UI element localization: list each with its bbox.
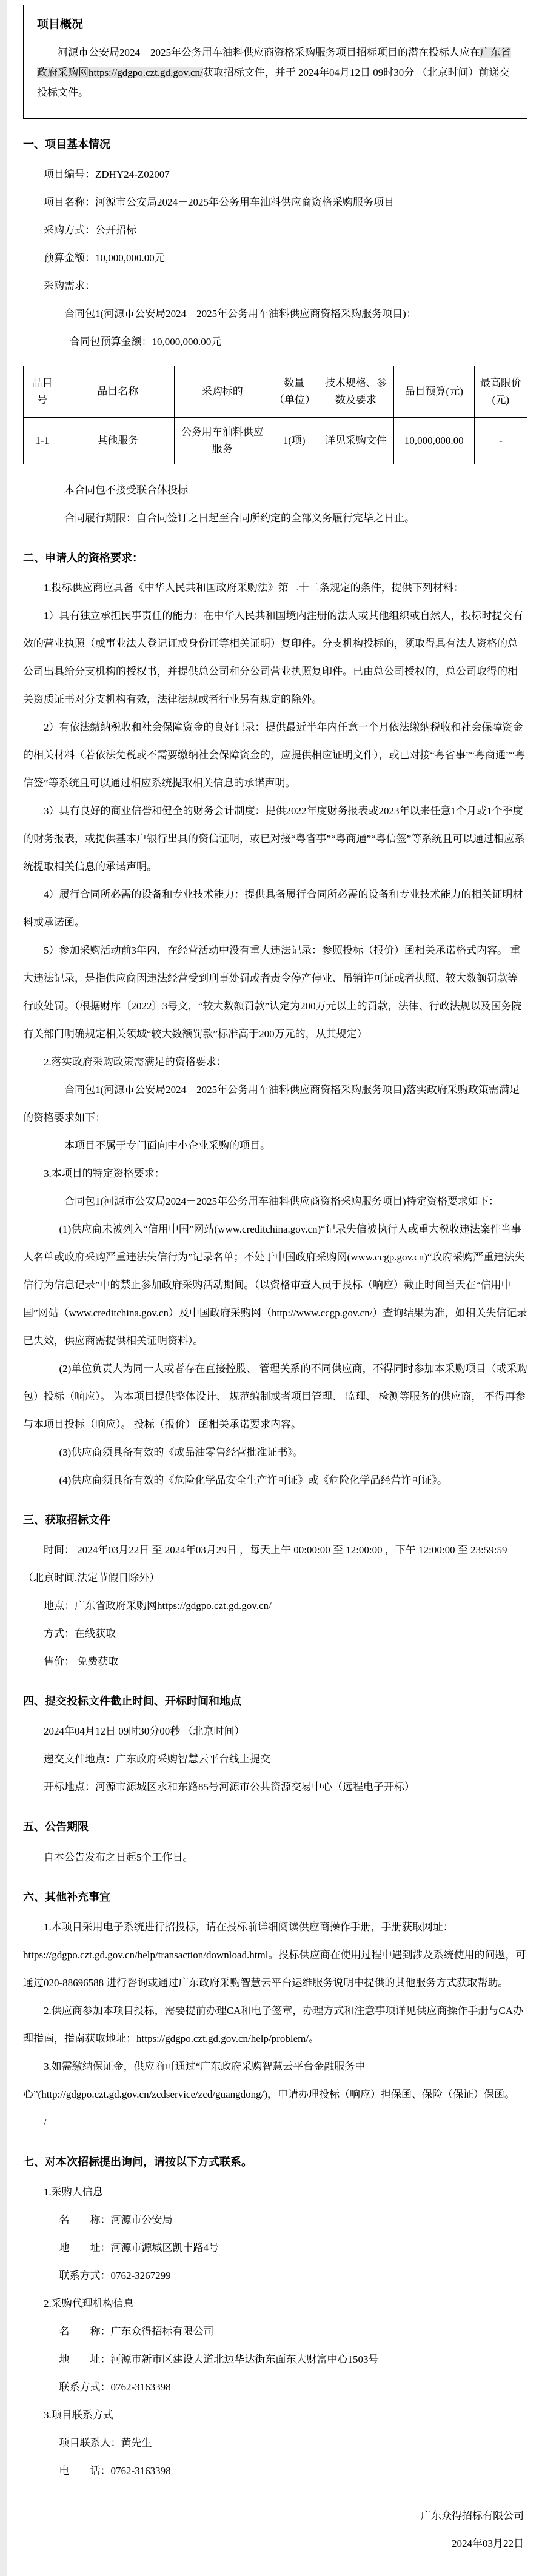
qualification-item: 3）具有良好的商业信誉和健全的财务会计制度：提供2022年度财务报表或2023年以来任意1个月或1个季度的财务报表，或提供基本户银行出具的资信证明，或已对接“粤省事”“粤商通”“粤信签”等系统且可以通过相应系统提取相关信息的承诺声明。 — [23, 805, 525, 873]
project-contact-phone-line: 电 话：0762-3163398 — [59, 2465, 171, 2477]
project-name-line: 项目名称：河源市公安局2024－2025年公务用车油料供应商资格采购服务项目 — [44, 196, 394, 208]
bid-opening-place-line: 开标地点：河源市源城区永和东路85号河源市公共资源交易中心（远程电子开标） — [44, 1781, 415, 1793]
supplementary-item: 3.如需缴纳保证金，供应商可通过“广东政府采购智慧云平台金融服务中心”(http://gdgpo.czt.gd.gov.cn/zcdservice/zcd/guangdong/)，申请办理投标（响应）担保函、保险（保证）保函。 — [23, 2060, 515, 2100]
qualification-item: 1）具有独立承担民事责任的能力：在中华人民共和国境内注册的法人或其他组织或自然人，投标时提交有效的营业执照（或事业法人登记证或身份证等相关证明）复印件。分支机构投标的，须取得具有法人资格的总公司出具给分支机构的授权书，并提供总公司和分公司营业执照复印件。已由总公司授权的，总公司取得的相关资质证书对分支机构有效，法律法规或者行业另有规定的除外。 — [23, 610, 523, 706]
table-header-item-name: 品目名称 — [61, 366, 175, 417]
purchaser-address-line: 地 址：河源市源城区凯丰路4号 — [59, 2242, 219, 2253]
section1-heading: 一、项目基本情况 — [23, 138, 110, 150]
project-overview-box — [23, 5, 527, 119]
purchaser-info-title: 1.采购人信息 — [44, 2186, 103, 2198]
section3-heading: 三、获取招标文件 — [23, 1514, 110, 1527]
deadline-line: 2024年04月12日 09时30分00秒 （北京时间） — [44, 1725, 245, 1738]
qualification-item: 4）履行合同所必需的设备和专业技术能力：提供具备履行合同所必需的设备和专业技术能力的相关证明材料或承诺函。 — [23, 889, 523, 929]
table-header-quantity: 数量（单位） — [270, 366, 318, 417]
specific-requirement-item: (2)单位负责人为同一人或者存在直接控股、 管理关系的不同供应商，不得同时参加本采购项目（或采购包）投标（响应）。 为本项目提供整体设计、 规范编制或者项目管理、 监理、 检测等服务的供应商， 不得再参与本项目投标（响应）。 投标（报价） 函相关承诺要求内容。 — [23, 1363, 527, 1431]
project-contact-name-line: 项目联系人：黄先生 — [59, 2437, 152, 2449]
qualification-item: 1.投标供应商应具备《中华人民共和国政府采购法》第二十二条规定的条件，提供下列材料： — [44, 582, 464, 594]
procurement-site-url: https://gdgpo.czt.gd.gov.cn/ — [89, 66, 203, 78]
qualification-item: 2）有依法缴纳税收和社会保障资金的良好记录：提供最近半年内任意一个月依法缴纳税收和社会保障资金的相关材料（若依法免税或不需要缴纳社会保障资金的，应提供相应证明文件），或已对接“粤省事”“粤商通”“粤信签”等系统且可以通过相应系统提取相关信息的承诺声明。 — [23, 721, 526, 789]
procurement-items-table — [23, 366, 527, 464]
table-row — [24, 417, 527, 464]
contract-package-line: 合同包1(河源市公安局2024－2025年公务用车油料供应商资格采购服务项目)： — [64, 307, 417, 319]
table-cell-subject: 公务用车油料供应服务 — [175, 417, 270, 464]
overview-paragraph — [37, 42, 514, 102]
qualification-item: 5）参加采购活动前3年内，在经营活动中没有重大违法记录：参照投标（报价）函相关承诺格式内容。 重大违法记录，是指供应商因违法经营受到刑事处罚或者责令停产停业、吊销许可证或者执照、较大数额罚款等行政处罚。（根据财库〔2022〕3号文，“较大数额罚款”认定为200万元以上的罚款，法律、行政法规以及国务院有关部门明确规定相关领域“较大数额罚款”标准高于200万元的，从其规定） — [23, 945, 522, 1040]
table-header-item-no: 品目号 — [24, 366, 61, 417]
table-header-row — [24, 366, 527, 417]
section2-heading: 二、申请人的资格要求： — [23, 551, 143, 564]
policy-package-line: 合同包1(河源市公安局2024－2025年公务用车油料供应商资格采购服务项目)落实政府采购政策需满足的资格要求如下： — [23, 1084, 520, 1124]
contract-period-line: 合同履行期限：自合同签订之日起至合同所约定的全部义务履行完毕之日止。 — [64, 512, 415, 524]
overview-text-after: 获取招标文件，并于 2024年04月12日 09时30分 （北京时间）前递交投标文件。 — [37, 66, 510, 98]
purchaser-contact-line: 联系方式：0762-3267299 — [59, 2270, 171, 2281]
doc-obtain-time-line: 时间： 2024年03月22日 至 2024年03月29日 ，每天上午 00:00:00 至 12:00:00 ，下午 12:00:00 至 23:59:59（北京时间,法定节假日除外） — [23, 1544, 507, 1584]
table-cell-price-limit: - — [474, 417, 527, 464]
doc-obtain-method-line: 方式：在线获取 — [44, 1628, 116, 1640]
supplementary-item: 1.本项目采用电子系统进行招投标，请在投标前详细阅读供应商操作手册，手册获取网址：https://gdgpo.czt.gd.gov.cn/help/transaction/download.html。投标供应商在使用过程中遇到涉及系统使用的问题，可通过020-88696588 进行咨询或通过广东政府采购智慧云平台运维服务说明中提供的其他服务方式获取帮助。 — [23, 1921, 526, 1989]
policy-requirement-line: 2.落实政府采购政策需满足的资格要求： — [44, 1056, 227, 1068]
not-sme-project-line: 本项目不属于专门面向中小企业采购的项目。 — [64, 1140, 270, 1152]
signature-company: 广东众得招标有限公司 — [421, 2510, 524, 2521]
procurement-demand-line: 采购需求： — [44, 279, 95, 292]
table-cell-item-name: 其他服务 — [61, 417, 175, 464]
project-contact-title: 3.项目联系方式 — [44, 2409, 113, 2421]
table-header-spec: 技术规格、参数及要求 — [318, 366, 394, 417]
overview-title: 项目概况 — [37, 18, 84, 31]
overview-text-before: 河源市公安局2024－2025年公务用车油料供应商资格采购服务项目招标项目的潜在投标人应在 — [58, 46, 480, 58]
procurement-method-line: 采购方式：公开招标 — [44, 224, 136, 236]
agency-info-title: 2.采购代理机构信息 — [44, 2298, 134, 2309]
section7-heading: 七、对本次招标提出询问，请按以下方式联系。 — [23, 2155, 252, 2168]
doc-obtain-price-line: 售价： 免费获取 — [44, 1656, 119, 1668]
submit-place-line: 递交文件地点：广东政府采购智慧云平台线上提交 — [44, 1753, 270, 1765]
table-header-price-limit: 最高限价(元) — [474, 366, 527, 417]
agency-contact-line: 联系方式：0762-3163398 — [59, 2381, 171, 2393]
package-budget-line: 合同包预算金额：10,000,000.00元 — [69, 335, 222, 347]
no-consortium-line: 本合同包不接受联合体投标 — [64, 484, 188, 496]
budget-amount-line: 预算金额：10,000,000.00元 — [44, 252, 165, 264]
table-cell-quantity: 1(项) — [270, 417, 318, 464]
section5-heading: 五、公告期限 — [23, 1821, 89, 1833]
specific-requirement-line: 3.本项目的特定资格要求： — [44, 1168, 165, 1180]
specific-requirement-item: (4)供应商须具备有效的《危险化学品安全生产许可证》或《危险化学品经营许可证》。 — [59, 1474, 447, 1487]
project-number-line: 项目编号：ZDHY24-Z02007 — [44, 168, 170, 180]
signature-date: 2024年03月22日 — [452, 2538, 524, 2549]
table-cell-spec: 详见采购文件 — [318, 417, 394, 464]
section6-heading: 六、其他补充事宜 — [23, 1890, 110, 1903]
left-gutter — [0, 0, 7, 2576]
procurement-site-name: 广东省政府采购网 — [37, 46, 511, 78]
table-cell-item-budget: 10,000,000.00 — [393, 417, 474, 464]
supplementary-item: 2.供应商参加本项目投标，需要提前办理CA和电子签章，办理方式和注意事项详见供应商操作手册与CA办理指南，指南获取地址：https://gdgpo.czt.gd.gov.cn/help/problem/。 — [23, 2004, 523, 2044]
doc-obtain-place-line: 地点：广东省政府采购网https://gdgpo.czt.gd.gov.cn/ — [44, 1600, 272, 1612]
slash-placeholder-line: / — [44, 2116, 47, 2128]
signature-block — [23, 2502, 527, 2558]
section4-heading: 四、提交投标文件截止时间、开标时间和地点 — [23, 1695, 241, 1708]
table-header-item-budget: 品目预算(元) — [393, 366, 474, 417]
announcement-period-line: 自本公告发布之日起5个工作日。 — [44, 1851, 193, 1863]
table-header-subject: 采购标的 — [175, 366, 270, 417]
agency-address-line: 地 址：河源市新市区建设大道北边华达街东面东大财富中心1503号 — [59, 2354, 379, 2365]
table-cell-item-no: 1-1 — [24, 417, 61, 464]
specific-requirement-item: (1)供应商未被列入“信用中国”网站(www.creditchina.gov.cn)“记录失信被执行人或重大税收违法案件当事人名单或政府采购严重违法失信行为”记录名单；不处于中国政府采购网(www.ccgp.gov.cn)“政府采购严重违法失信行为信息记录”中的禁止参加政府采购活动期间。（以资格审查人员于投标（响应）截止时间当天在“信用中国”网站（www.creditchina.gov.cn）及中国政府采购网（http://www.ccgp.gov.cn/）查询结果为准，如相关失信记录已失效，供应商需提供相关证明资料）。 — [23, 1223, 527, 1347]
purchaser-name-line: 名 称：河源市公安局 — [59, 2214, 173, 2226]
specific-requirement-item: (3)供应商须具备有效的《成品油零售经营批准证书》。 — [59, 1447, 303, 1459]
specific-package-line: 合同包1(河源市公安局2024－2025年公务用车油料供应商资格采购服务项目)特定资格要求如下： — [64, 1196, 499, 1208]
agency-name-line: 名 称：广东众得招标有限公司 — [59, 2326, 214, 2337]
